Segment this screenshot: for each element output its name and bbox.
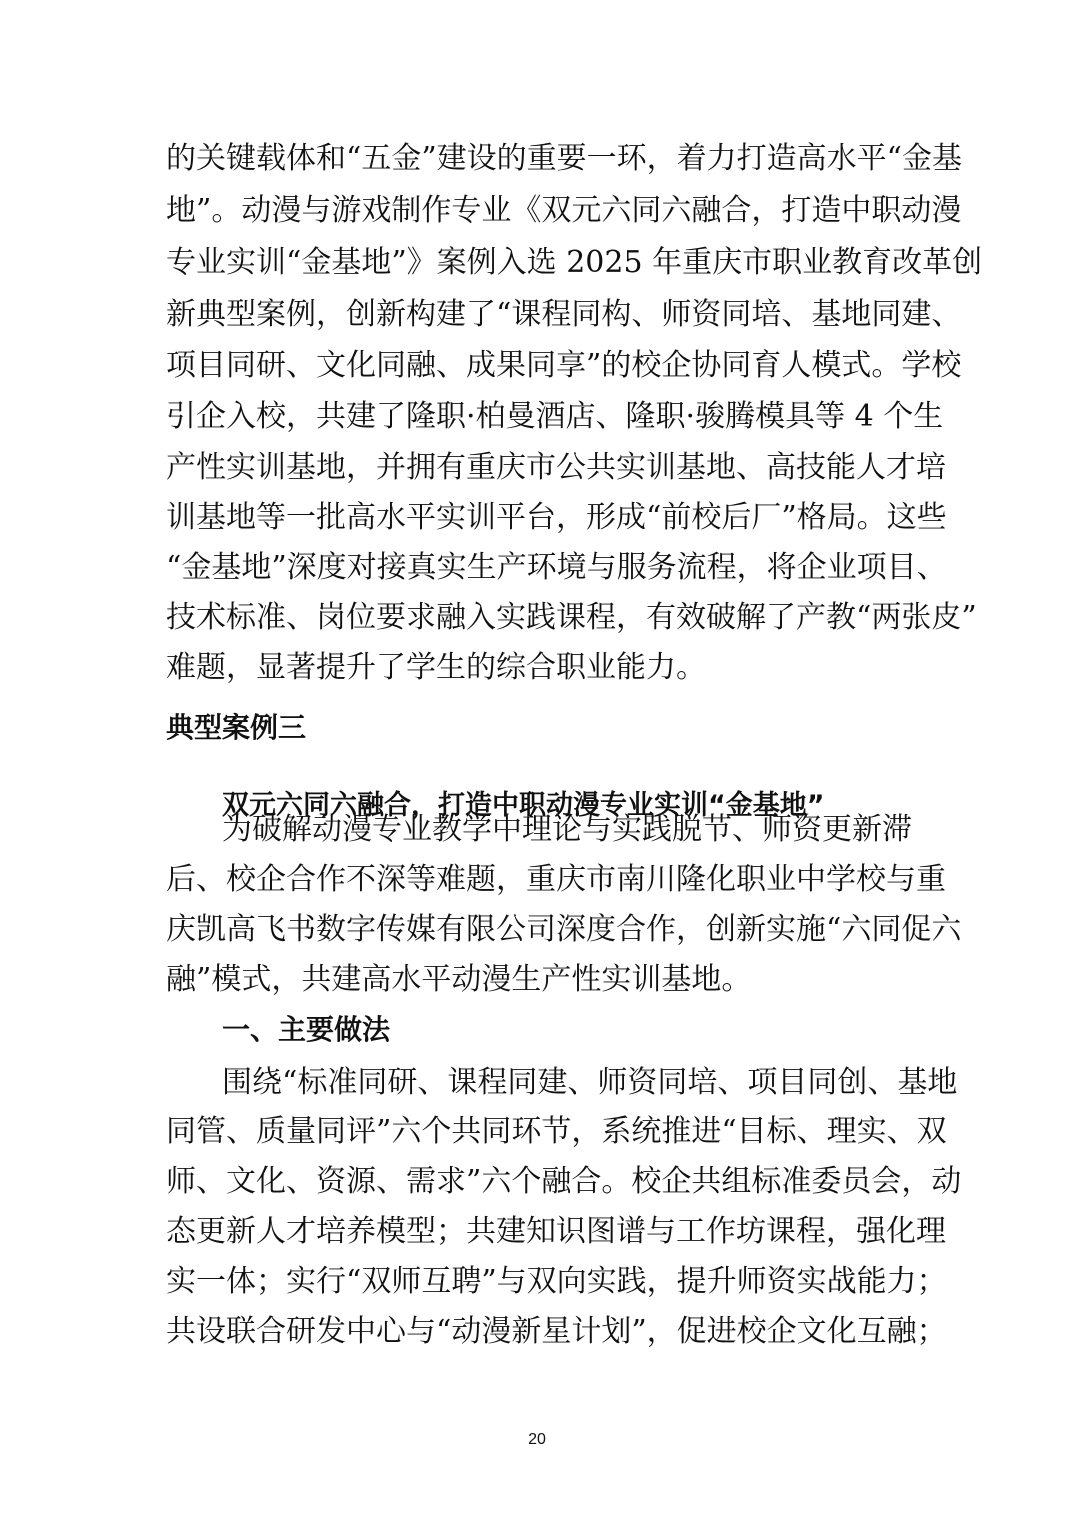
intro-line-11: 难题，显著提升了学生的综合职业能力。 [166,650,706,685]
intro-line-5: 项目同研、文化同融、成果同享”的校企协同育人模式。学校 [166,348,962,383]
intro-line-10: 技术标准、岗位要求融入实践课程，有效破解了产教“两张皮” [166,600,977,635]
intro-line-3: 专业实训“金基地”》案例入选 2025 年重庆市职业教育改革创 [166,245,983,280]
case-title: 双元六同六融合，打造中职动漫专业实训“金基地” [222,790,825,821]
section-line-2: 同管、质量同评”六个共同环节，系统推进“目标、理实、双 [166,1114,947,1149]
intro-line-8: 训基地等一批高水平实训平台，形成“前校后厂”格局。这些 [166,500,947,535]
case-line-4: 融”模式，共建高水平动漫生产性实训基地。 [166,962,752,997]
case-label: 典型案例三 [166,711,307,744]
section-line-6: 共设联合研发中心与“动漫新星计划”，促进校企文化互融； [166,1314,947,1349]
section-heading: 一、主要做法 [222,1013,391,1046]
section-line-1: 围绕“标准同研、课程同建、师资同培、项目同创、基地 [222,1065,958,1100]
case-line-3: 庆凯高飞书数字传媒有限公司深度合作，创新实施“六同促六 [166,912,962,947]
page-number: 20 [528,1431,546,1448]
case-line-2: 后、校企合作不深等难题，重庆市南川隆化职业中学校与重 [166,862,946,897]
intro-line-1: 的关键载体和“五金”建设的重要一环，着力打造高水平“金基 [166,141,963,176]
section-line-5: 实一体；实行“双师互聘”与双向实践，提升师资实战能力； [166,1264,947,1299]
intro-line-7: 产性实训基地，并拥有重庆市公共实训基地、高技能人才培 [166,450,946,485]
case-line-1: 为破解动漫专业教学中理论与实践脱节、师资更新滞 [222,812,912,847]
intro-line-2: 地”。动漫与游戏制作专业《双元六同六融合，打造中职动漫 [166,193,962,228]
section-line-3: 师、文化、资源、需求”六个融合。校企共组标准委员会，动 [166,1164,962,1199]
intro-line-9: “金基地”深度对接真实生产环境与服务流程，将企业项目、 [166,550,947,585]
section-line-4: 态更新人才培养模型；共建知识图谱与工作坊课程，强化理 [166,1214,946,1249]
intro-line-6: 引企入校，共建了隆职·柏曼酒店、隆职·骏腾模具等 4 个生 [166,399,944,434]
intro-line-4: 新典型案例，创新构建了“课程同构、师资同培、基地同建、 [166,297,962,332]
